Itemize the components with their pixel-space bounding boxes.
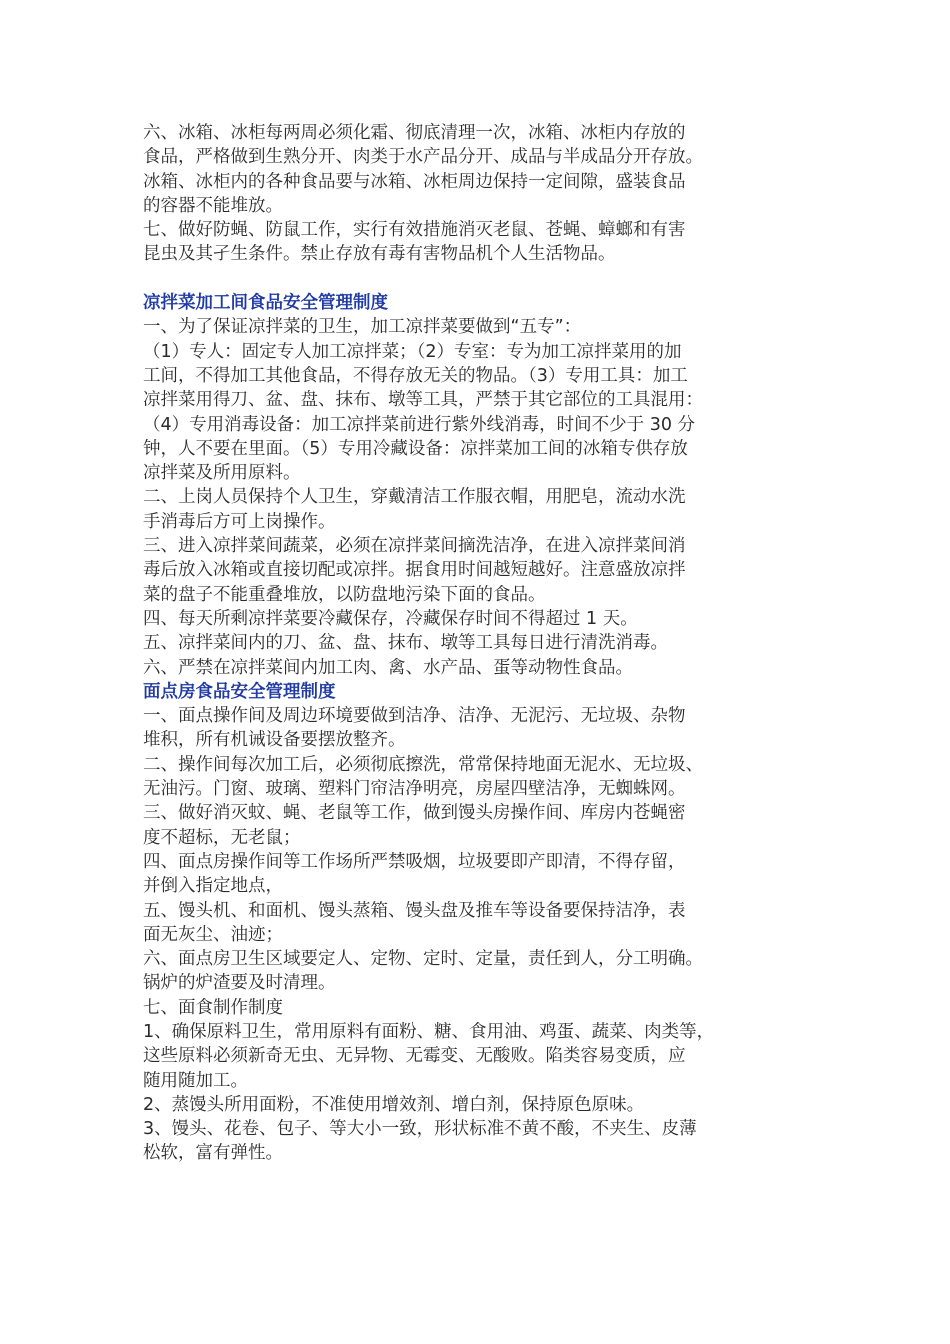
- paragraph-line: 四、每天所剩凉拌菜要冷藏保存，冷藏保存时间不得超过 1 天。: [143, 608, 638, 629]
- paragraph-line: 昆虫及其孑生条件。禁止存放有毒有害物品机个人生活物品。: [143, 244, 616, 265]
- paragraph-line: 三、做好消灭蚊、蝇、老鼠等工作，做到馒头房操作间、库房内苍蝇密: [143, 803, 686, 824]
- paragraph-line: 的容器不能堆放。: [143, 195, 283, 216]
- paragraph-line: 锅炉的炉渣要及时清理。: [143, 973, 336, 994]
- paragraph-line: 食品，严格做到生熟分开、肉类于水产品分开、成品与半成品分开存放。: [143, 147, 703, 168]
- paragraph-line: 六、严禁在凉拌菜间内加工肉、禽、水产品、蛋等动物性食品。: [143, 657, 633, 678]
- section-heading: 凉拌菜加工间食品安全管理制度: [143, 293, 388, 314]
- paragraph-line: 二、操作间每次加工后，必须彻底擦洗，常常保持地面无泥水、无垃圾、: [143, 754, 703, 775]
- section-fridge: [143, 121, 813, 267]
- paragraph-line: 毒后放入冰箱或直接切配或凉拌。据食用时间越短越好。注意盛放凉拌: [143, 560, 686, 581]
- paragraph-line: 2、蒸馒头所用面粉，不准使用增效剂、增白剂，保持原色原味。: [143, 1094, 645, 1115]
- paragraph-line: 一、面点操作间及周边环境要做到洁净、洁净、无泥污、无垃圾、杂物: [143, 706, 686, 727]
- paragraph-line: 度不超标，无老鼠；: [143, 827, 301, 848]
- paragraph-line: 六、冰箱、冰柜每两周必须化霜、彻底清理一次，冰箱、冰柜内存放的: [143, 123, 686, 143]
- paragraph-line: 松软，富有弹性。: [143, 1143, 283, 1164]
- paragraph-line: 堆积，所有机诫设备要摆放整齐。: [143, 730, 406, 751]
- paragraph-line: 五、凉拌菜间内的刀、盆、盘、抹布、墩等工具每日进行清洗消毒。: [143, 633, 668, 654]
- paragraph-line: 手消毒后方可上岗操作。: [143, 511, 336, 532]
- paragraph-line: 凉拌菜及所用原料。: [143, 463, 301, 484]
- paragraph-line: 无油污。门窗、玻璃、塑料门帘洁净明亮，房屋四壁洁净，无蜘蛛网。: [143, 779, 686, 800]
- paragraph-line: 七、做好防蝇、防鼠工作，实行有效措施消灭老鼠、苍蝇、蟑螂和有害: [143, 220, 686, 241]
- document-page: [143, 121, 813, 1166]
- paragraph-line: 凉拌菜用得刀、盆、盘、抹布、墩等工具，严禁于其它部位的工具混用：: [143, 390, 703, 411]
- paragraph-line: 3、馒头、花卷、包子、等大小一致，形状标准不黄不酸，不夹生、皮薄: [143, 1119, 697, 1140]
- paragraph-line: 工间，不得加工其他食品，不得存放无关的物品。（3）专用工具：加工: [143, 365, 688, 386]
- paragraph-line: 面无灰尘、油迹；: [143, 924, 283, 945]
- paragraph-line: 五、馒头机、和面机、馒头蒸箱、馒头盘及推车等设备要保持洁净，表: [143, 900, 686, 921]
- paragraph-line: 这些原料必须新奇无虫、无异物、无霉变、无酸败。陷类容易变质，应: [143, 1046, 686, 1067]
- section-pastry: [143, 680, 813, 1166]
- paragraph-line: 六、面点房卫生区域要定人、定物、定时、定量，责任到人，分工明确。: [143, 949, 703, 970]
- paragraph-line: 并倒入指定地点，: [143, 876, 283, 897]
- paragraph-line: 钟，人不要在里面。（5）专用冷藏设备：凉拌菜加工间的冰箱专供存放: [143, 438, 688, 459]
- paragraph-line: 菜的盘子不能重叠堆放，以防盘地污染下面的食品。: [143, 584, 546, 605]
- section-spacer: [143, 267, 813, 291]
- section-heading: 面点房食品安全管理制度: [143, 681, 336, 702]
- paragraph-line: 冰箱、冰柜内的各种食品要与冰箱、冰柜周边保持一定间隙，盛装食品: [143, 171, 686, 192]
- paragraph-line: 1、确保原料卫生，常用原料有面粉、糖、食用油、鸡蛋、蔬菜、肉类等，: [143, 1021, 715, 1042]
- paragraph-line: 二、上岗人员保持个人卫生，穿戴清洁工作服衣帽，用肥皂，流动水洗: [143, 487, 686, 508]
- paragraph-line: 四、面点房操作间等工作场所严禁吸烟，垃圾要即产即清，不得存留，: [143, 851, 686, 872]
- paragraph-line: 七、面食制作制度: [143, 997, 283, 1018]
- paragraph-line: 随用随加工。: [143, 1070, 248, 1091]
- paragraph-line: 三、进入凉拌菜间蔬菜，必须在凉拌菜间摘洗洁净，在进入凉拌菜间消: [143, 536, 686, 557]
- section-cold-dish: [143, 291, 813, 680]
- paragraph-line: 一、为了保证凉拌菜的卫生，加工凉拌菜要做到“五专”：: [143, 317, 582, 338]
- paragraph-line: （1）专人：固定专人加工凉拌菜；（2）专室：专为加工凉拌菜用的加: [143, 341, 682, 362]
- paragraph-line: （4）专用消毒设备：加工凉拌菜前进行紫外线消毒，时间不少于 30 分: [143, 414, 696, 435]
